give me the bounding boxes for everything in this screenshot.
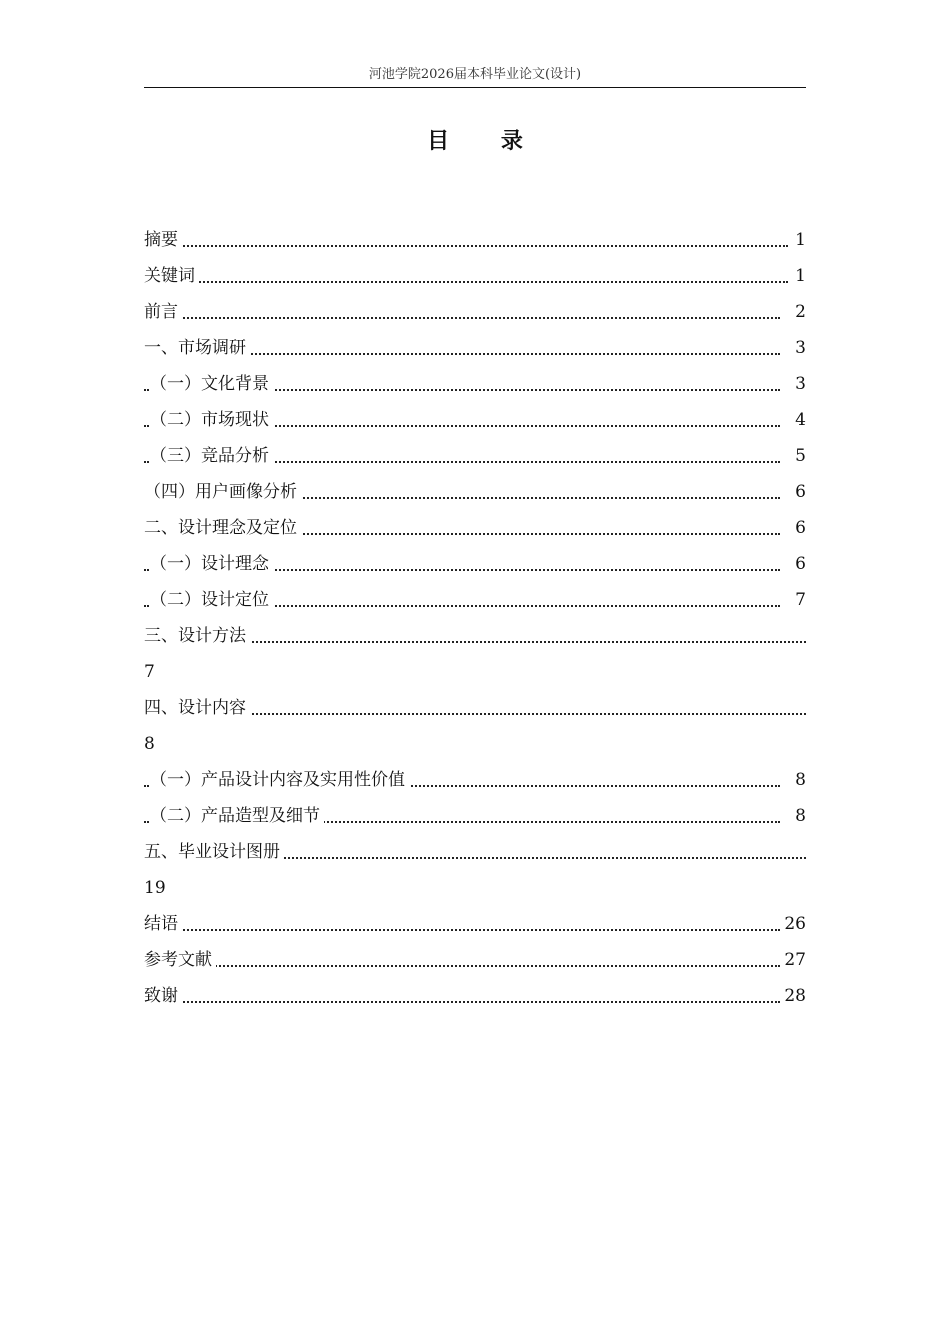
toc-entry-design-concept-positioning[interactable] — [144, 510, 806, 546]
toc-entry-page: 3 — [791, 366, 806, 402]
toc-entry-page: 26 — [780, 906, 806, 942]
toc-entry-label: （四）用户画像分析 — [144, 474, 301, 510]
toc-entry-page: 27 — [780, 942, 806, 978]
toc-entry-conclusion[interactable] — [144, 906, 806, 942]
page-header: 河池学院2026届本科毕业论文(设计) — [368, 67, 582, 82]
toc-entry-label: 参考文献 — [144, 942, 216, 978]
toc-entry-page: 3 — [791, 330, 806, 366]
toc-dot-leader — [144, 1001, 780, 1003]
toc-entry-market-research[interactable] — [144, 330, 806, 366]
toc-entry-page: 5 — [791, 438, 806, 474]
toc-dot-leader — [144, 281, 788, 283]
toc-dot-leader — [144, 317, 780, 319]
toc-entry-design-method[interactable] — [144, 618, 806, 654]
toc-entry-page: 28 — [780, 978, 806, 1014]
toc-entry-label: 五、毕业设计图册 — [144, 834, 284, 870]
toc-entry-page-wrapped: 7 — [144, 662, 155, 682]
toc-entry-design-positioning[interactable] — [144, 582, 806, 618]
toc-entry-label: 三、设计方法 — [144, 618, 250, 654]
toc-entry-label: （二）设计定位 — [150, 582, 273, 618]
toc-entry-product-design-content[interactable] — [144, 762, 806, 798]
toc-entry-abstract[interactable] — [144, 222, 806, 258]
toc-entry-references[interactable] — [144, 942, 806, 978]
toc-entry-label: 结语 — [144, 906, 182, 942]
toc-title: 目 录 — [427, 128, 545, 154]
toc-entry-label: 二、设计理念及定位 — [144, 510, 301, 546]
toc-entry-page: 1 — [791, 258, 806, 294]
toc-entry-design-content[interactable] — [144, 690, 806, 726]
toc-entry-page: 6 — [791, 510, 806, 546]
toc-entry-label: 关键词 — [144, 258, 199, 294]
toc-entry-page: 8 — [791, 762, 806, 798]
toc-entry-page: 8 — [791, 798, 806, 834]
toc-entry-design-concept[interactable] — [144, 546, 806, 582]
toc-entry-label: 致谢 — [144, 978, 182, 1014]
toc-entry-page: 6 — [791, 474, 806, 510]
toc-entry-label: 四、设计内容 — [144, 690, 250, 726]
toc-entry-label: （一）文化背景 — [150, 366, 273, 402]
toc-entry-label: （二）市场现状 — [150, 402, 273, 438]
toc-entry-product-form-details[interactable] — [144, 798, 806, 834]
toc-entry-label: 摘要 — [144, 222, 182, 258]
toc-entry-page-wrapped: 19 — [144, 878, 166, 898]
toc-entry-label: （二）产品造型及细节 — [150, 798, 324, 834]
toc-entry-cultural-background[interactable] — [144, 366, 806, 402]
toc-entry-page: 1 — [791, 222, 806, 258]
table-of-contents — [144, 222, 806, 1014]
toc-entry-label: 前言 — [144, 294, 182, 330]
toc-dot-leader — [144, 245, 788, 247]
toc-dot-leader — [144, 929, 780, 931]
header-divider — [144, 87, 806, 88]
toc-entry-page: 6 — [791, 546, 806, 582]
toc-entry-label: （一）设计理念 — [150, 546, 273, 582]
toc-entry-label: （三）竞品分析 — [150, 438, 273, 474]
toc-entry-preface[interactable] — [144, 294, 806, 330]
toc-entry-page: 4 — [791, 402, 806, 438]
toc-entry-page: 7 — [791, 582, 806, 618]
toc-entry-acknowledgements[interactable] — [144, 978, 806, 1014]
toc-entry-graduation-album[interactable] — [144, 834, 806, 870]
toc-entry-keywords[interactable] — [144, 258, 806, 294]
toc-entry-market-status[interactable] — [144, 402, 806, 438]
toc-entry-label: 一、市场调研 — [144, 330, 250, 366]
toc-dot-leader — [144, 965, 780, 967]
toc-entry-page-wrapped: 8 — [144, 734, 155, 754]
toc-entry-label: （一）产品设计内容及实用性价值 — [150, 762, 409, 798]
toc-entry-competitor-analysis[interactable] — [144, 438, 806, 474]
toc-entry-page: 2 — [791, 294, 806, 330]
toc-entry-user-persona[interactable] — [144, 474, 806, 510]
